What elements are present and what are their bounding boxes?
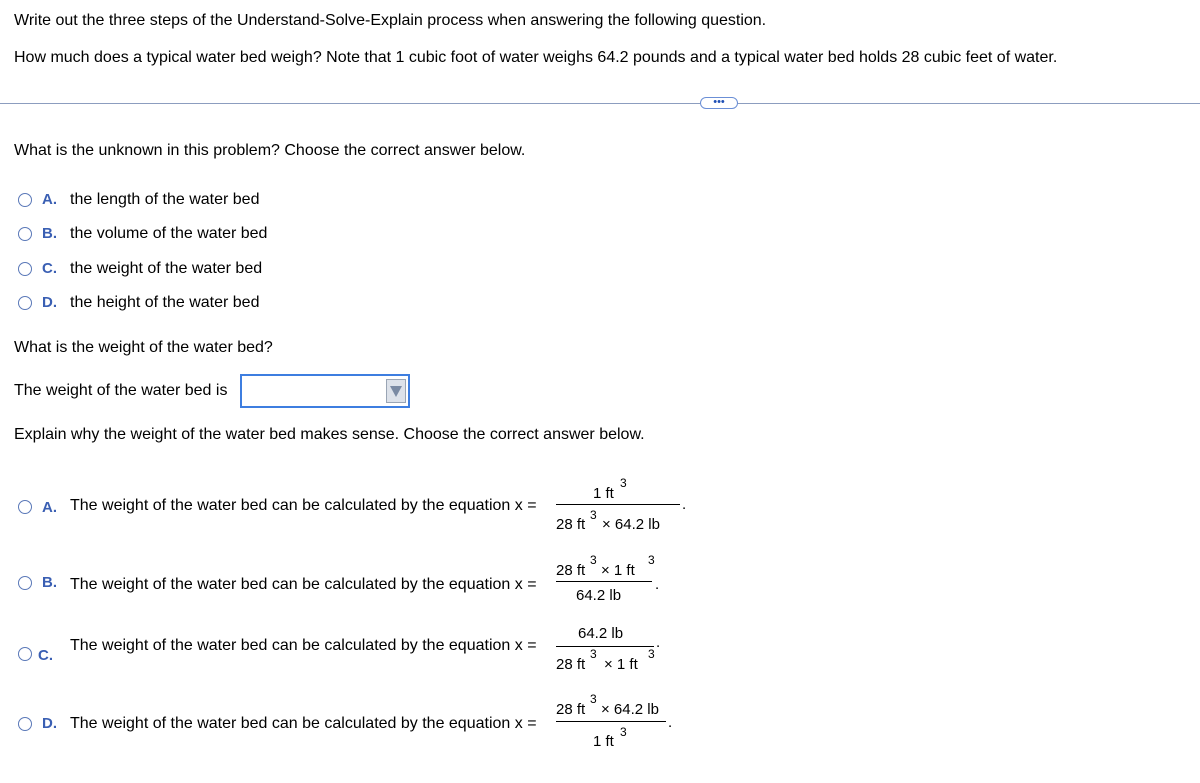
radio-button[interactable] [18, 262, 32, 276]
denominator: 1 ft [593, 733, 614, 750]
radio-button[interactable] [18, 227, 32, 241]
exponent: 3 [590, 508, 597, 522]
option-letter: D. [42, 294, 57, 311]
option-text: the volume of the water bed [70, 225, 268, 242]
numerator-term: × 64.2 lb [601, 701, 659, 718]
radio-button[interactable] [18, 296, 32, 310]
option-text: The weight of the water bed can be calculated by the equation x = [70, 715, 537, 732]
exponent: 3 [648, 553, 655, 567]
option-text: The weight of the water bed can be calculated by the equation x = [70, 497, 537, 514]
option-text: the weight of the water bed [70, 260, 263, 277]
numerator: 1 ft [593, 485, 614, 502]
radio-button[interactable] [18, 193, 32, 207]
numerator: 64.2 lb [578, 625, 624, 642]
option-letter: D. [42, 715, 57, 732]
exponent: 3 [590, 647, 597, 661]
option-text: The weight of the water bed can be calculated by the equation x = [70, 576, 537, 593]
denominator-term: × 64.2 lb [602, 516, 660, 533]
numerator-term: × 1 ft [601, 562, 635, 579]
fraction-bar [556, 721, 666, 722]
part2-prompt: What is the weight of the water bed? [14, 339, 273, 356]
dropdown-arrow-icon[interactable] [386, 379, 406, 403]
more-button[interactable]: ••• [700, 97, 738, 109]
exponent: 3 [590, 553, 597, 567]
denominator-term: 28 ft [556, 656, 586, 673]
numerator-term: 28 ft [556, 562, 586, 579]
part1-prompt: What is the unknown in this problem? Choose the correct answer below. [14, 142, 526, 159]
denominator-term: 28 ft [556, 516, 586, 533]
radio-button[interactable] [18, 717, 32, 731]
option-letter: B. [42, 225, 57, 242]
fraction-bar [556, 504, 680, 505]
period: . [682, 496, 687, 513]
part3-prompt: Explain why the weight of the water bed makes sense. Choose the correct answer below. [14, 426, 645, 443]
denominator-term: × 1 ft [604, 656, 638, 673]
radio-button[interactable] [18, 576, 32, 590]
exponent: 3 [620, 476, 627, 490]
answer-label: The weight of the water bed is [14, 382, 228, 399]
option-text: The weight of the water bed can be calculated by the equation x = [70, 637, 537, 654]
option-letter: A. [42, 499, 57, 516]
period: . [668, 714, 673, 731]
question-text: How much does a typical water bed weigh? Note that 1 cubic foot of water weighs 64.2 pounds and a typical water bed holds 28 cubic feet of water. [14, 49, 1058, 66]
option-letter: B. [42, 574, 57, 591]
option-text: the height of the water bed [70, 294, 260, 311]
period: . [655, 576, 660, 593]
period: . [656, 634, 661, 651]
radio-button[interactable] [18, 647, 32, 661]
instructions-text: Write out the three steps of the Understand-Solve-Explain process when answering the following question. [14, 12, 767, 29]
exponent: 3 [648, 647, 655, 661]
option-letter: A. [42, 191, 57, 208]
answer-dropdown[interactable] [240, 374, 410, 408]
fraction-bar [556, 646, 654, 647]
exponent: 3 [590, 692, 597, 706]
divider [0, 103, 1200, 104]
denominator: 64.2 lb [576, 587, 622, 604]
option-text: the length of the water bed [70, 191, 260, 208]
radio-button[interactable] [18, 500, 32, 514]
option-letter: C. [38, 647, 53, 664]
fraction-bar [556, 581, 652, 582]
option-letter: C. [42, 260, 57, 277]
exponent: 3 [620, 725, 627, 739]
numerator-term: 28 ft [556, 701, 586, 718]
